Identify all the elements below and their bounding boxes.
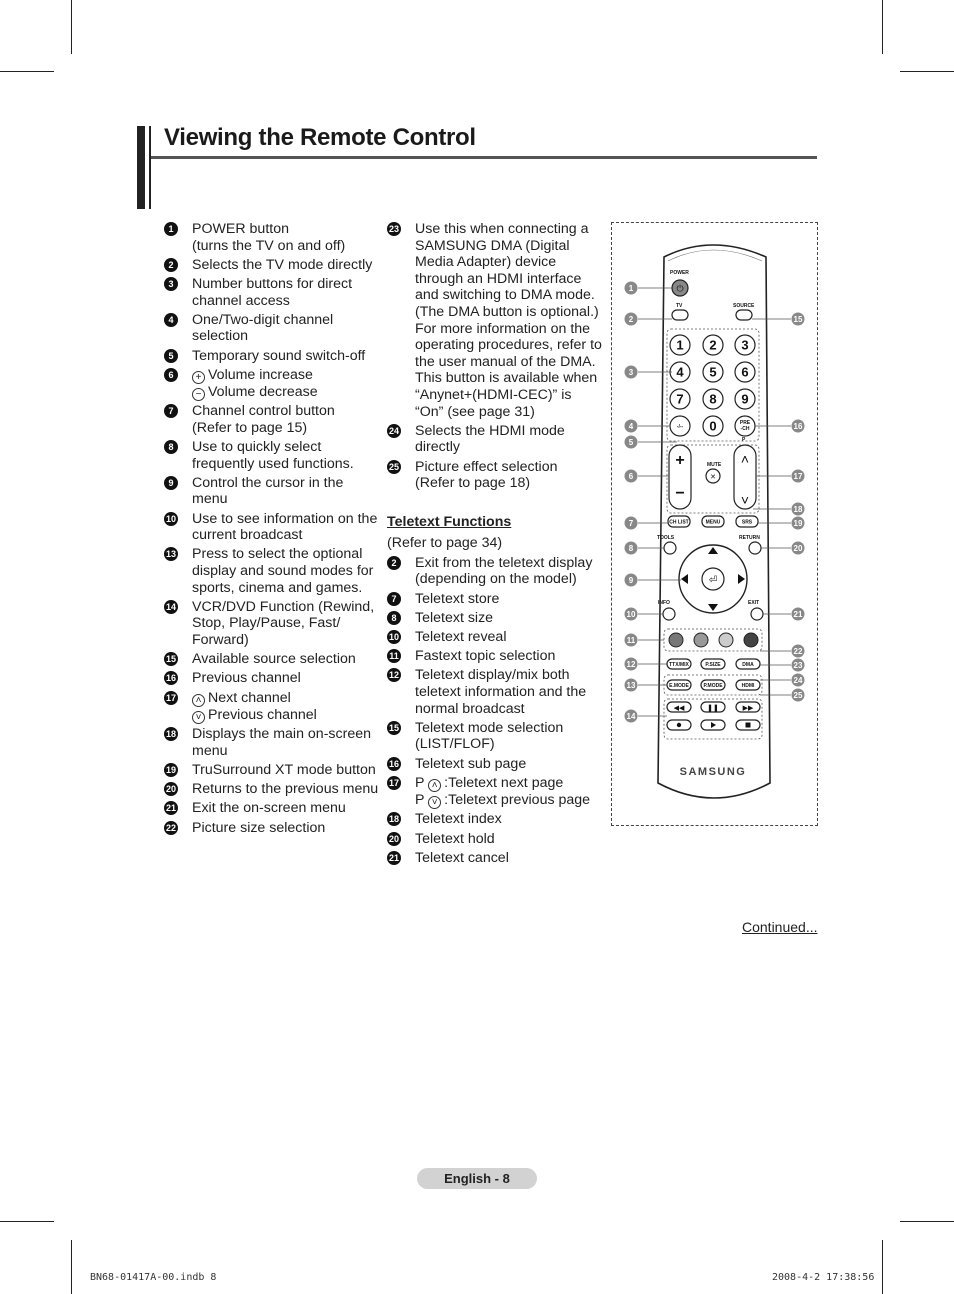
item-number-badge: 8 — [387, 611, 401, 625]
callout-number: 8 — [628, 544, 634, 553]
hdmi-label: HDMI — [741, 683, 755, 689]
return-button[interactable] — [749, 542, 761, 554]
page-title: Viewing the Remote Control — [164, 124, 476, 151]
brand-logo: SAMSUNG — [679, 766, 747, 778]
item-text: Teletext sub page — [415, 755, 527, 772]
crop-mark — [71, 0, 72, 54]
callout-number: 23 — [793, 661, 803, 670]
exit-label: EXIT — [748, 600, 760, 606]
item-number-badge: 2 — [164, 258, 178, 272]
pause-icon: ❚❚ — [707, 705, 719, 712]
right-column — [387, 221, 602, 869]
item-number-badge: 21 — [165, 803, 176, 814]
item-number-badge: 18 — [388, 814, 399, 825]
yellow-key[interactable] — [719, 633, 733, 647]
item-text: Temporary sound switch-off — [192, 347, 366, 364]
list-item — [164, 439, 379, 472]
item-number-badge: 8 — [164, 440, 178, 454]
crop-mark — [900, 1221, 954, 1222]
enter-icon: ⏎ — [708, 575, 718, 586]
pmode-label: P.MODE — [703, 683, 723, 689]
item-text: :Teletext next page — [444, 774, 564, 791]
item-text: Picture effect selection (Refer to page 18) — [415, 458, 558, 492]
footer-file: BN68-01417A-00.indb 8 — [90, 1272, 217, 1283]
list-item — [387, 221, 602, 420]
prech-top-label: PRE — [739, 420, 751, 426]
item-prefix: P — [415, 791, 429, 808]
item-number-badge: 20 — [165, 784, 176, 795]
digit-5-label: 5 — [709, 364, 717, 380]
list-item — [164, 475, 379, 508]
stop-icon — [746, 723, 751, 728]
emode-label: E.MODE — [669, 683, 689, 689]
list-item — [387, 648, 602, 665]
item-line — [192, 707, 379, 724]
list-item — [164, 800, 379, 817]
callout-number: 5 — [628, 438, 634, 447]
item-number-badge: 10 — [388, 632, 399, 643]
up-glyph-icon: ˄ — [192, 694, 205, 707]
callout-number: 11 — [626, 636, 636, 645]
item-text: Exit the on-screen menu — [192, 800, 346, 817]
item-number-badge: 21 — [388, 852, 399, 863]
callout-number: 4 — [628, 422, 634, 431]
digit-9-label: 9 — [741, 391, 749, 407]
teletext-note: (Refer to page 34) — [387, 535, 503, 552]
item-text: Channel control button (Refer to page 15) — [192, 403, 335, 436]
list-item — [387, 831, 602, 848]
list-item — [164, 651, 379, 668]
digit-1-label: 1 — [676, 337, 684, 353]
down-glyph-icon: ˅ — [428, 796, 441, 809]
item-text: Control the cursor in the menu — [192, 474, 344, 508]
item-text: One/Two-digit channel selection — [192, 311, 334, 345]
list-item — [164, 403, 379, 436]
crop-mark — [71, 1240, 72, 1294]
item-text: Teletext index — [415, 811, 502, 828]
list-item — [387, 423, 602, 456]
item-text: Teletext store — [415, 590, 500, 607]
digit-2-label: 2 — [709, 337, 717, 353]
dma-label: DMA — [742, 662, 754, 668]
item-number-badge: 24 — [388, 425, 399, 436]
list-item — [164, 276, 379, 309]
item-number-badge: 12 — [388, 670, 399, 681]
callout-number: 19 — [793, 519, 803, 528]
item-text: Use this when connecting a SAMSUNG DMA (Digital Media Adapter) device through an HDMI interface and switching to DMA mode.(The DMA button is optional.) For more information on the operating procedures, refer to the user manual of the DMA. This button is available when “Anynet+(HDMI-CEC)” is “On” (see page 31) — [415, 221, 602, 420]
power-icon: ⏻ — [676, 283, 684, 294]
srs-label: SRS — [741, 519, 753, 526]
item-text: Next channel — [208, 689, 291, 706]
source-button[interactable] — [736, 310, 752, 320]
list-item — [387, 610, 602, 627]
prech-bottom-label: -CH — [740, 426, 750, 432]
list-item — [387, 775, 602, 809]
item-number-badge: 20 — [388, 833, 399, 844]
item-number-badge: 15 — [165, 654, 176, 665]
info-button[interactable] — [663, 608, 675, 620]
teletext-heading: Teletext Functions — [387, 513, 512, 530]
callout-number: 12 — [626, 660, 636, 669]
callout-number: 13 — [626, 681, 636, 690]
callout-number: 14 — [626, 712, 636, 721]
list-item — [164, 762, 379, 779]
callout-number: 21 — [793, 610, 803, 619]
callout-number: 15 — [793, 315, 803, 324]
down-glyph-icon: ˅ — [192, 711, 205, 724]
callout-number: 2 — [628, 315, 634, 324]
footer-date: 2008-4-2 17:38:56 — [772, 1272, 875, 1283]
callout-number: 20 — [793, 544, 803, 553]
digit-0-label: 0 — [709, 418, 717, 434]
record-icon — [677, 723, 681, 727]
list-item — [387, 850, 602, 867]
item-text: Volume decrease — [208, 383, 318, 400]
callout-number: 9 — [628, 576, 634, 585]
item-number-badge: 17 — [388, 777, 399, 788]
item-number-badge: 7 — [164, 404, 178, 418]
item-text: Previous channel — [208, 706, 317, 723]
crop-mark — [0, 1221, 54, 1222]
item-text: Picture size selection — [192, 819, 326, 836]
p-label: P — [742, 437, 746, 443]
red-key[interactable] — [669, 633, 683, 647]
item-number-badge: 16 — [388, 758, 399, 769]
item-line — [415, 775, 602, 792]
green-key[interactable] — [694, 633, 708, 647]
remote-illustration-frame — [611, 222, 818, 826]
rewind-icon: ◀◀ — [673, 705, 685, 712]
item-text: Teletext mode selection (LIST/FLOF) — [415, 719, 564, 753]
list-item — [387, 591, 602, 608]
info-label: INFO — [658, 600, 670, 606]
callout-number: 24 — [793, 676, 803, 685]
menu-label: MENU — [705, 519, 721, 526]
item-text: Exit from the teletext display (depending on the model) — [415, 554, 593, 588]
item-text: Teletext size — [415, 609, 494, 626]
item-number-badge: 2 — [387, 556, 401, 570]
list-item — [164, 312, 379, 345]
tools-label: TOOLS — [657, 535, 675, 541]
remote-illustration — [612, 223, 817, 825]
item-text: Available source selection — [192, 651, 356, 668]
callout-number: 1 — [628, 284, 634, 293]
psize-label: P.SIZE — [705, 662, 721, 668]
channel-up-icon: ˄ — [740, 451, 750, 467]
power-label: POWER — [670, 270, 689, 276]
callout-number: 3 — [628, 368, 634, 377]
channel-down-icon: ˅ — [740, 492, 750, 508]
item-text: Volume increase — [208, 366, 313, 383]
item-number-badge: 1 — [164, 222, 178, 236]
exit-button[interactable] — [751, 608, 763, 620]
item-text: Use to see information on the current broadcast — [192, 510, 378, 544]
digit-4-label: 4 — [676, 364, 684, 380]
fastforward-icon: ▶▶ — [742, 705, 754, 712]
callout-number: 25 — [793, 691, 803, 700]
crop-mark — [882, 1240, 883, 1294]
item-number-badge: 3 — [164, 277, 178, 291]
list-item — [387, 811, 602, 828]
digit-3-label: 3 — [741, 337, 749, 353]
item-line — [415, 792, 602, 809]
list-item — [164, 348, 379, 365]
item-text: Teletext display/mix both teletext information and the normal broadcast — [415, 667, 587, 717]
list-item — [387, 629, 602, 646]
item-text: TruSurround XT mode button — [192, 761, 376, 778]
item-text: POWER button (turns the TV on and off) — [192, 221, 346, 254]
list-item — [387, 667, 602, 717]
up-glyph-icon: + — [192, 371, 205, 384]
item-line — [192, 690, 379, 707]
item-text: Selects the HDMI mode directly — [415, 422, 565, 456]
title-rule — [151, 156, 817, 159]
page-number: English - 8 — [417, 1168, 537, 1189]
callout-number: 10 — [626, 610, 636, 619]
list-item — [164, 690, 379, 724]
source-label: SOURCE — [733, 303, 755, 309]
list-item — [164, 221, 379, 254]
list-item — [164, 670, 379, 687]
list-item — [164, 599, 379, 649]
item-number-badge: 16 — [165, 673, 176, 684]
item-text: Returns to the previous menu — [192, 781, 379, 798]
item-number-badge: 4 — [164, 313, 178, 327]
tv-label: TV — [676, 303, 683, 309]
item-text: Selects the TV mode directly — [192, 256, 373, 273]
mute-label: MUTE — [707, 462, 722, 468]
list-item — [164, 257, 379, 274]
continued-link: Continued... — [742, 919, 818, 935]
crop-mark — [900, 71, 954, 72]
list-item — [164, 820, 379, 837]
item-number-badge: 18 — [165, 729, 176, 740]
item-text: Fastext topic selection — [415, 648, 556, 665]
list-item — [164, 546, 379, 596]
title-accent-gap — [145, 126, 149, 209]
callout-number: 18 — [793, 505, 803, 514]
mute-icon: ✕ — [710, 474, 716, 481]
item-text: Teletext hold — [415, 830, 495, 847]
up-glyph-icon: ˄ — [428, 779, 441, 792]
item-number-badge: 7 — [387, 592, 401, 606]
ttx-label: TTX/MIX — [669, 662, 689, 668]
item-prefix: P — [415, 774, 429, 791]
item-number-badge: 23 — [388, 224, 399, 234]
list-item — [387, 555, 602, 588]
list-item — [164, 781, 379, 798]
item-text: Teletext reveal — [415, 629, 507, 646]
list-item — [164, 726, 379, 759]
item-number-badge: 17 — [165, 692, 176, 703]
item-number-badge: 25 — [388, 461, 399, 472]
dash-label: -/-- — [676, 424, 684, 430]
item-text: Displays the main on-screen menu — [192, 726, 371, 759]
item-number-badge: 6 — [164, 368, 178, 382]
item-line — [192, 384, 379, 401]
digit-6-label: 6 — [741, 364, 749, 380]
crop-mark — [882, 0, 883, 54]
item-number-badge: 19 — [165, 764, 176, 775]
list-item — [387, 459, 602, 492]
item-text: VCR/DVD Function (Rewind, Stop, Play/Pause, Fast/ Forward) — [192, 598, 375, 648]
callout-number: 7 — [628, 519, 634, 528]
list-item — [387, 720, 602, 753]
blue-key[interactable] — [744, 633, 758, 647]
return-label: RETURN — [739, 535, 760, 541]
digit-8-label: 8 — [709, 391, 717, 407]
callout-number: 16 — [793, 422, 803, 431]
item-number-badge: 10 — [165, 513, 176, 524]
item-text: Previous channel — [192, 670, 301, 687]
list-item — [387, 756, 602, 773]
volume-down-icon: − — [675, 485, 685, 502]
list-item — [164, 511, 379, 544]
tv-button[interactable] — [672, 310, 688, 320]
item-number-badge: 11 — [387, 649, 401, 663]
left-column — [164, 221, 379, 839]
callout-number: 22 — [793, 647, 803, 656]
item-text: Teletext cancel — [415, 849, 509, 866]
item-text: Use to quickly select frequently used functions. — [192, 439, 354, 472]
item-number-badge: 15 — [388, 722, 399, 733]
item-text: Press to select the optional display and sound modes for sports, cinema and games. — [192, 546, 374, 596]
item-number-badge: 13 — [165, 549, 176, 560]
item-text: :Teletext previous page — [444, 791, 591, 808]
item-text: Number buttons for direct channel access — [192, 275, 353, 309]
callout-number: 6 — [628, 472, 634, 481]
digit-7-label: 7 — [676, 391, 684, 407]
item-number-badge: 14 — [165, 601, 176, 612]
tools-button[interactable] — [664, 542, 676, 554]
list-item — [164, 367, 379, 401]
item-number-badge: 9 — [164, 476, 178, 490]
item-line — [192, 367, 379, 384]
chlist-label: CH LIST — [669, 519, 689, 526]
item-number-badge: 22 — [165, 822, 176, 833]
crop-mark — [0, 71, 54, 72]
item-number-badge: 5 — [164, 349, 178, 363]
callout-number: 17 — [793, 472, 803, 481]
volume-up-icon: + — [675, 452, 685, 469]
down-glyph-icon: − — [192, 388, 205, 401]
